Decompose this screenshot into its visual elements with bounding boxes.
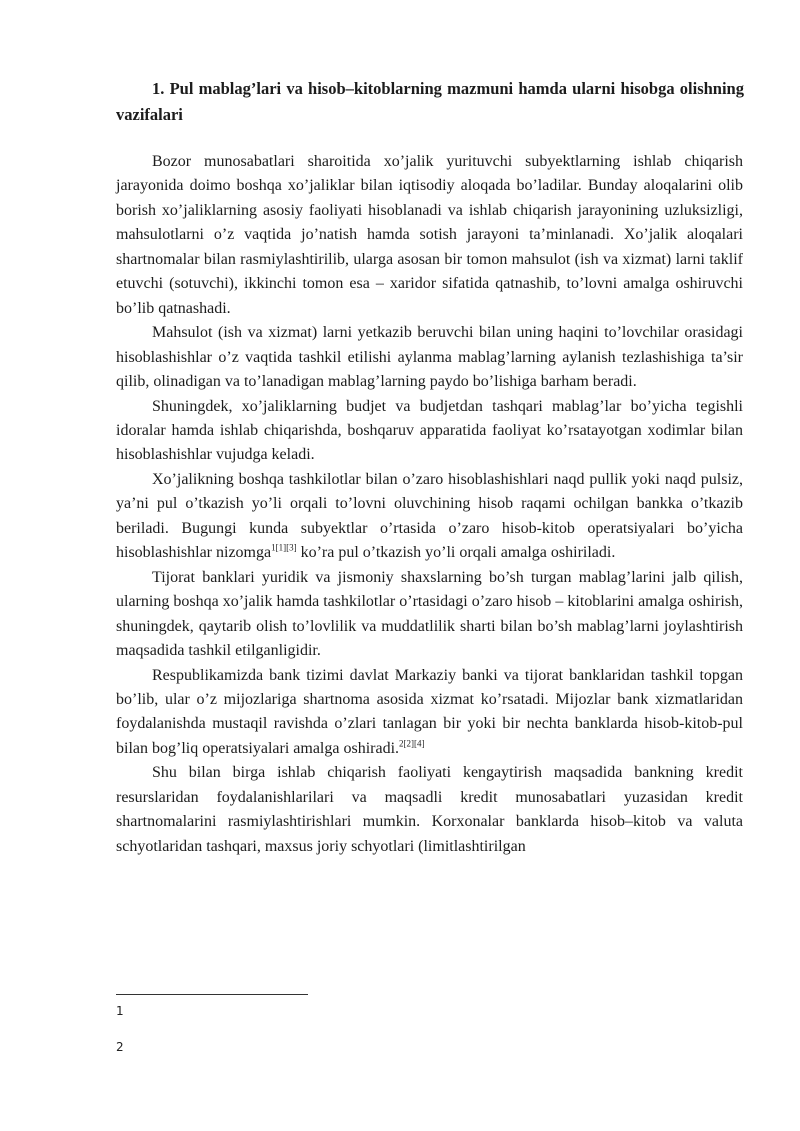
paragraph-6-text: Respublikamizda bank tizimi davlat Markaziy banki va tijorat banklaridan tashkil topgan bo’lib, ular o’z mijozlariga shartnoma asosida xizmat ko’rsatadi. Mijozlar bank xizmatlaridan foydalanishda mustaqil ravishda o’zlari tanlagan bir yoki bir nechta banklarda hisob-kitob-pul bilan bog’liq operatsiyalari amalga oshiradi. [116, 666, 743, 757]
paragraph-4 [116, 468, 743, 566]
paragraph-4-text-b: ko’ra pul o’tkazish yo’li orqali amalga oshiriladi. [296, 544, 616, 562]
paragraph-1: Bozor munosabatlari sharoitida xo’jalik yurituvchi subyektlarning ishlab chiqarish jarayonida doimo boshqa xo’jaliklar bilan iqtisodiy aloqada bo’ladilar. Bunday aloqalarini olib borish xo’jaliklarning asosiy faoliyati hisoblanadi va ishlab chiqarish jarayonining uzluksizligi, mahsulotlarni o’z vaqtida jo’natish hamda sotish jarayoni ta’minlanadi. Xo’jalik aloqalari shartnomalar bilan rasmiylashtirilib, ularga asosan bir tomon mahsulot (ish va xizmat) larni taklif etuvchi (sotuvchi), ikkinchi tomon esa – xaridor sifatida qatnashib, to’lovni amalga oshiruvchi bo’lib qatnashadi. [116, 153, 743, 317]
footnote-separator [116, 994, 308, 995]
section-heading: 1. Pul mablag’lari va hisob–kitoblarning mazmuni hamda ularni hisobga olishning vazifalari [116, 79, 744, 124]
footnote-ref-2[interactable]: 2[2][4] [399, 738, 425, 749]
footnote-ref-1[interactable]: 1[1][3] [271, 542, 297, 553]
paragraph-2: Mahsulot (ish va xizmat) larni yetkazib beruvchi bilan uning haqini to’lovchilar orasidagi hisoblashishlar o’z vaqtida tashkil etilishi aylanma mablag’larning aylanish tezlashishiga ta’sir qilib, olinadigan va to’lanadigan mablag’larning paydo bo’lishiga barham beradi. [116, 324, 743, 391]
body-text [116, 150, 743, 859]
paragraph-5: Tijorat banklari yuridik va jismoniy shaxslarning bo’sh turgan mablag’larini jalb qilish, ularning boshqa xo’jalik hamda tashkilotlar o’rtasidagi o’zaro hisob – kitoblarini amalga oshirish, shuningdek, qaytarib olish to’lovlilik va muddatlilik sharti bilan bo’sh mablag’larni joylashtirish maqsadida tashkil etilganligidir. [116, 568, 743, 660]
paragraph-3: Shuningdek, xo’jaliklarning budjet va budjetdan tashqari mablag’lar bo’yicha tegishli idoralar hamda ishlab chiqarishda, boshqaruv apparatida faoliyat ko’rsatayotgan xodimlar bilan hisoblashishlar vujudga keladi. [116, 397, 743, 464]
footnote-2: 2 [116, 1040, 124, 1054]
paragraph-7: Shu bilan birga ishlab chiqarish faoliyati kengaytirish maqsadida bankning kredit resurslaridan foydalanishlarilari va maqsadli kredit munosabatlari yuzasidan kredit shartnomalarini rasmiylashtirishlari mumkin. Korxonalar banklarda hisob–kitob va valuta schyotlaridan tashqari, maxsus joriy schyotlari (limitlashtirilgan [116, 764, 743, 855]
paragraph-4-text-a: Xo’jalikning boshqa tashkilotlar bilan o’zaro hisoblashishlari naqd pullik yoki naqd pulsiz, ya’ni pul o’tkazish yo’li orqali to’lovni oluvchining hisob raqami ochilgan bankka o’tkazib beriladi. Bugungi kunda subyektlar o’rtasida o’zaro hisob-kitob operatsiyalari bo’yicha hisoblashishlar nizomga [116, 470, 743, 562]
footnote-1: 1 [116, 1004, 124, 1018]
paragraph-6 [116, 664, 743, 762]
